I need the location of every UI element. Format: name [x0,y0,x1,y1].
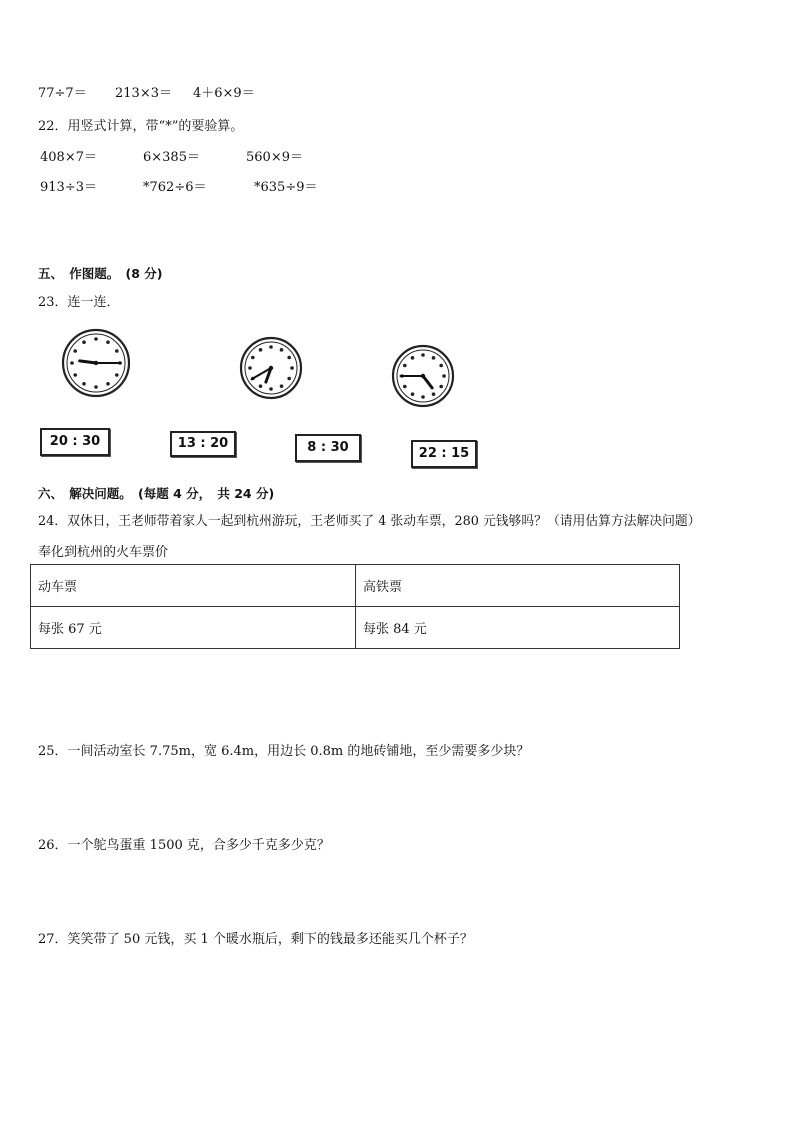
clock-center-pin [269,366,273,370]
hour-mark [70,361,74,365]
table-row [31,607,680,649]
hour-mark [251,356,255,360]
time-card-4: 22 : 15 [411,440,477,468]
q22-calc-1: 408×7＝ [40,150,97,165]
table-cell: 每张 84 元 [356,607,680,649]
hour-mark [94,337,98,341]
q22-calc-4: 913÷3＝ [40,180,97,195]
hour-mark [442,374,446,378]
hour-mark [82,340,86,344]
question-23-title: 23．连一连． [38,295,120,310]
section-6-heading: 六、 解决问题。 (每题 4 分， 共 24 分) [38,486,275,501]
hour-mark [106,340,110,344]
hour-mark [248,366,252,370]
hour-mark [421,395,425,399]
time-card-3: 8 : 30 [295,434,361,462]
clock-center-pin [94,361,98,365]
time-card-1: 20 : 30 [40,428,110,456]
hour-mark [432,392,436,396]
hour-mark [439,364,443,368]
hour-mark [259,384,263,388]
q22-calc-2: 6×385＝ [143,150,200,165]
hour-mark [269,345,273,349]
fare-table [30,564,680,649]
hour-mark [94,385,98,389]
calc-item-1: 77÷7＝ [38,86,87,101]
table-header-cell: 动车票 [31,565,356,607]
section-5-heading: 五、 作图题。 (8 分) [38,266,163,281]
clock-center-pin [421,374,425,378]
hour-mark [280,384,284,388]
hour-mark [269,387,273,391]
clock-face-1 [58,328,134,398]
hour-mark [287,356,291,360]
hour-mark [106,382,110,386]
hour-mark [411,392,415,396]
q22-calc-5: *762÷6＝ [143,180,207,195]
clock-face-3 [388,344,458,408]
hour-mark [432,356,436,360]
hour-mark [115,349,119,353]
q22-calc-3: 560×9＝ [246,150,303,165]
hour-hand [80,361,96,363]
hour-mark [259,348,263,352]
calc-item-2: 213×3＝ [115,86,172,101]
hour-mark [290,366,294,370]
clock-face-2 [236,336,306,400]
hour-mark [403,385,407,389]
hour-mark [421,353,425,357]
table-cell: 每张 67 元 [31,607,356,649]
table-header-cell: 高铁票 [356,565,680,607]
time-card-2: 13 : 20 [170,431,236,457]
question-22-title: 22．用竖式计算，带“*”的要验算。 [38,119,244,134]
hour-mark [439,385,443,389]
hour-mark [82,382,86,386]
question-24-title: 24．双休日，王老师带着家人一起到杭州游玩，王老师买了 4 张动车票，280 元钱够吗？（请用估算方法解决问题） [38,514,701,529]
hour-mark [73,349,77,353]
hour-mark [115,373,119,377]
question-26-title: 26．一个鸵鸟蛋重 1500 克，合多少千克多少克？ [38,838,330,853]
question-27-title: 27．笑笑带了 50 元钱，买 1 个暖水瓶后，剩下的钱最多还能买几个杯子？ [38,932,473,947]
table-row [31,565,680,607]
hour-mark [411,356,415,360]
calc-item-3: 4＋6×9＝ [193,86,255,101]
q22-calc-6: *635÷9＝ [254,180,318,195]
hour-mark [73,373,77,377]
question-25-title: 25．一间活动室长 7.75m，宽 6.4m，用边长 0.8m 的地砖铺地，至少需要多少块？ [38,744,530,759]
hour-mark [403,364,407,368]
hour-mark [280,348,284,352]
hour-mark [287,377,291,381]
table-caption: 奉化到杭州的火车票价 [38,545,169,560]
